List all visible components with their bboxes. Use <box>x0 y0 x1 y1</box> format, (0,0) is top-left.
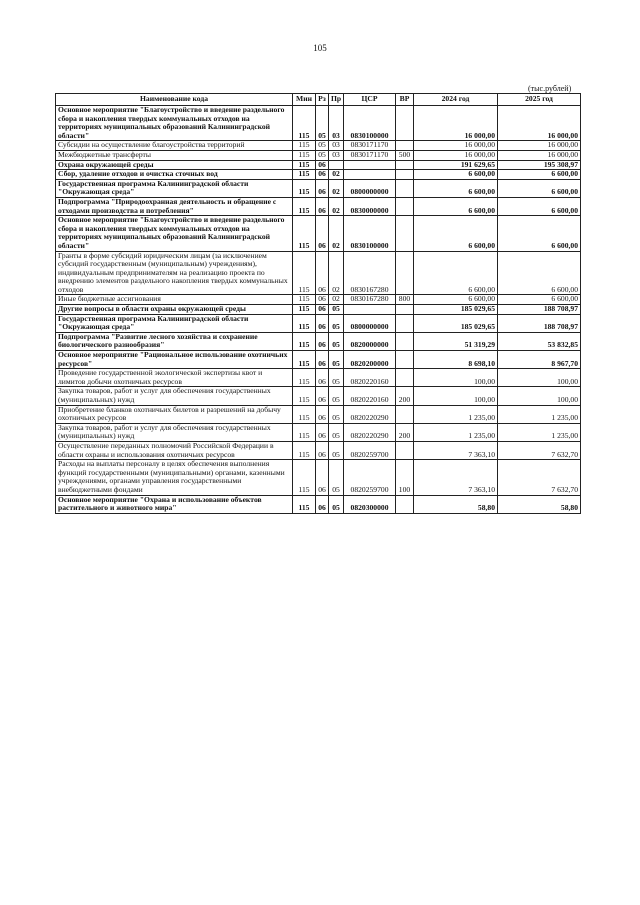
cell-name: Государственная программа Калининградской области "Окружающая среда" <box>56 179 293 197</box>
cell-min: 115 <box>293 460 316 495</box>
cell-name: Проведение государственной экологической экспертизы квот и лимитов добычи охотничьих ресурсов <box>56 369 293 387</box>
cell-vr <box>396 160 414 170</box>
cell-name: Гранты в форме субсидий юридическим лицам (за исключением субсидий государственным (муниципальным) учреждениям), индивидуальным предпринимателям на реализацию проекта по внедрению элементов раздельного накопления твердых коммунальных отходов <box>56 251 293 295</box>
cell-rz: 06 <box>316 369 329 387</box>
cell-min: 115 <box>293 305 316 315</box>
header-csr: ЦСР <box>344 94 396 106</box>
cell-y2025: 195 308,97 <box>498 160 581 170</box>
cell-min: 115 <box>293 295 316 305</box>
cell-pr <box>329 160 344 170</box>
cell-min: 115 <box>293 216 316 251</box>
cell-csr <box>344 170 396 180</box>
cell-vr <box>396 179 414 197</box>
cell-y2024: 6 600,00 <box>414 216 498 251</box>
cell-pr: 05 <box>329 423 344 441</box>
cell-rz: 06 <box>316 351 329 369</box>
cell-pr: 02 <box>329 170 344 180</box>
cell-name: Субсидии на осуществление благоустройства территорий <box>56 141 293 151</box>
cell-y2024: 16 000,00 <box>414 106 498 141</box>
cell-min: 115 <box>293 106 316 141</box>
cell-y2025: 53 832,85 <box>498 332 581 350</box>
cell-name: Подпрограмма "Развитие лесного хозяйства и сохранение биологического разнообразия" <box>56 332 293 350</box>
cell-csr: 0820259700 <box>344 441 396 459</box>
units-label: (тыс.рублей) <box>528 84 572 93</box>
cell-pr: 05 <box>329 305 344 315</box>
cell-name: Основное мероприятие "Благоустройство и введение раздельного сбора и накопления твердых коммунальных отходов на территориях муниципальных образований Калининградской области" <box>56 216 293 251</box>
page-number: 105 <box>313 43 327 53</box>
cell-min: 115 <box>293 495 316 513</box>
cell-rz: 06 <box>316 495 329 513</box>
cell-pr: 03 <box>329 141 344 151</box>
cell-min: 115 <box>293 314 316 332</box>
cell-name: Межбюджетные трансферты <box>56 150 293 160</box>
cell-pr: 02 <box>329 295 344 305</box>
table-row <box>56 216 581 251</box>
cell-y2024: 16 000,00 <box>414 150 498 160</box>
table-row <box>56 197 581 215</box>
cell-csr: 0830167280 <box>344 251 396 295</box>
cell-y2024: 6 600,00 <box>414 170 498 180</box>
table-row <box>56 170 581 180</box>
cell-y2024: 100,00 <box>414 387 498 405</box>
cell-rz: 06 <box>316 170 329 180</box>
cell-y2025: 6 600,00 <box>498 170 581 180</box>
cell-pr: 02 <box>329 251 344 295</box>
cell-y2024: 6 600,00 <box>414 197 498 215</box>
cell-pr: 02 <box>329 197 344 215</box>
cell-y2024: 6 600,00 <box>414 295 498 305</box>
cell-pr: 03 <box>329 150 344 160</box>
cell-pr: 05 <box>329 441 344 459</box>
header-pr: Пр <box>329 94 344 106</box>
cell-min: 115 <box>293 170 316 180</box>
cell-vr <box>396 141 414 151</box>
cell-rz: 06 <box>316 441 329 459</box>
cell-y2025: 1 235,00 <box>498 405 581 423</box>
table-row <box>56 141 581 151</box>
table-body <box>56 106 581 514</box>
cell-rz: 06 <box>316 460 329 495</box>
cell-min: 115 <box>293 387 316 405</box>
cell-rz: 06 <box>316 423 329 441</box>
cell-y2025: 188 708,97 <box>498 314 581 332</box>
cell-vr <box>396 495 414 513</box>
cell-y2025: 6 600,00 <box>498 197 581 215</box>
cell-pr: 05 <box>329 460 344 495</box>
cell-min: 115 <box>293 141 316 151</box>
cell-pr: 05 <box>329 495 344 513</box>
header-name: Наименование кода <box>56 94 293 106</box>
cell-y2025: 6 600,00 <box>498 251 581 295</box>
cell-name: Основное мероприятие "Охрана и использование объектов растительного и животного мира" <box>56 495 293 513</box>
cell-name: Сбор, удаление отходов и очистка сточных вод <box>56 170 293 180</box>
cell-rz: 06 <box>316 314 329 332</box>
cell-min: 115 <box>293 179 316 197</box>
cell-y2025: 16 000,00 <box>498 106 581 141</box>
cell-vr <box>396 170 414 180</box>
cell-rz: 06 <box>316 405 329 423</box>
cell-csr: 0830167280 <box>344 295 396 305</box>
cell-pr: 05 <box>329 351 344 369</box>
table-row <box>56 405 581 423</box>
cell-rz: 06 <box>316 251 329 295</box>
cell-y2025: 58,80 <box>498 495 581 513</box>
cell-rz: 06 <box>316 179 329 197</box>
cell-csr: 0820220160 <box>344 387 396 405</box>
cell-pr: 03 <box>329 106 344 141</box>
cell-y2024: 7 363,10 <box>414 460 498 495</box>
table-row <box>56 314 581 332</box>
cell-csr <box>344 160 396 170</box>
table-row <box>56 387 581 405</box>
cell-csr: 0820220290 <box>344 405 396 423</box>
cell-csr: 0830100000 <box>344 106 396 141</box>
cell-pr: 05 <box>329 369 344 387</box>
header-min: Мин <box>293 94 316 106</box>
cell-y2025: 16 000,00 <box>498 150 581 160</box>
table-row <box>56 460 581 495</box>
cell-csr: 0820200000 <box>344 351 396 369</box>
cell-y2025: 7 632,70 <box>498 460 581 495</box>
cell-name: Иные бюджетные ассигнования <box>56 295 293 305</box>
cell-y2025: 6 600,00 <box>498 179 581 197</box>
cell-y2025: 16 000,00 <box>498 141 581 151</box>
table-row <box>56 150 581 160</box>
cell-y2025: 188 708,97 <box>498 305 581 315</box>
table-row <box>56 160 581 170</box>
cell-y2024: 7 363,10 <box>414 441 498 459</box>
cell-vr <box>396 351 414 369</box>
cell-csr: 0820220160 <box>344 369 396 387</box>
cell-y2024: 185 029,65 <box>414 305 498 315</box>
cell-y2025: 7 632,70 <box>498 441 581 459</box>
cell-rz: 05 <box>316 141 329 151</box>
table-row <box>56 251 581 295</box>
cell-pr: 05 <box>329 387 344 405</box>
cell-vr <box>396 441 414 459</box>
cell-name: Основное мероприятие "Рациональное использование охотничьих ресурсов" <box>56 351 293 369</box>
cell-y2025: 6 600,00 <box>498 295 581 305</box>
cell-pr: 05 <box>329 332 344 350</box>
table-row <box>56 441 581 459</box>
cell-name: Осуществление переданных полномочий Российской Федерации в области охраны и использования охотничьих ресурсов <box>56 441 293 459</box>
header-rz: Рз <box>316 94 329 106</box>
cell-vr: 500 <box>396 150 414 160</box>
cell-vr <box>396 305 414 315</box>
cell-y2024: 16 000,00 <box>414 141 498 151</box>
cell-y2025: 100,00 <box>498 387 581 405</box>
cell-y2025: 100,00 <box>498 369 581 387</box>
budget-table <box>55 93 581 514</box>
cell-name: Подпрограмма "Природоохранная деятельность и обращение с отходами производства и потребления" <box>56 197 293 215</box>
cell-csr <box>344 305 396 315</box>
cell-vr <box>396 369 414 387</box>
cell-y2024: 8 698,10 <box>414 351 498 369</box>
cell-csr: 0830000000 <box>344 197 396 215</box>
cell-vr <box>396 216 414 251</box>
cell-name: Закупка товаров, работ и услуг для обеспечения государственных (муниципальных) нужд <box>56 423 293 441</box>
cell-pr: 02 <box>329 216 344 251</box>
cell-csr: 0800000000 <box>344 179 396 197</box>
cell-rz: 06 <box>316 197 329 215</box>
cell-rz: 05 <box>316 150 329 160</box>
table-row <box>56 351 581 369</box>
cell-y2024: 6 600,00 <box>414 251 498 295</box>
cell-rz: 06 <box>316 295 329 305</box>
table-row <box>56 305 581 315</box>
cell-y2024: 100,00 <box>414 369 498 387</box>
cell-csr: 0820259700 <box>344 460 396 495</box>
cell-csr: 0820000000 <box>344 332 396 350</box>
cell-min: 115 <box>293 150 316 160</box>
cell-name: Приобретение бланков охотничьих билетов и разрешений на добычу охотничьих ресурсов <box>56 405 293 423</box>
header-2025: 2025 год <box>498 94 581 106</box>
cell-csr: 0820300000 <box>344 495 396 513</box>
cell-rz: 05 <box>316 106 329 141</box>
cell-name: Охрана окружающей среды <box>56 160 293 170</box>
cell-pr: 02 <box>329 179 344 197</box>
cell-y2025: 1 235,00 <box>498 423 581 441</box>
cell-min: 115 <box>293 160 316 170</box>
cell-name: Основное мероприятие "Благоустройство и введение раздельного сбора и накопления твердых коммунальных отходов на территориях муниципальных образований Калининградской области" <box>56 106 293 141</box>
cell-min: 115 <box>293 197 316 215</box>
cell-min: 115 <box>293 332 316 350</box>
header-2024: 2024 год <box>414 94 498 106</box>
cell-y2024: 51 319,29 <box>414 332 498 350</box>
cell-rz: 06 <box>316 387 329 405</box>
cell-y2024: 185 029,65 <box>414 314 498 332</box>
cell-y2024: 6 600,00 <box>414 179 498 197</box>
cell-vr <box>396 197 414 215</box>
cell-vr <box>396 251 414 295</box>
cell-csr: 0800000000 <box>344 314 396 332</box>
cell-rz: 06 <box>316 305 329 315</box>
table-row <box>56 295 581 305</box>
table-header-row <box>56 94 581 106</box>
cell-name: Закупка товаров, работ и услуг для обеспечения государственных (муниципальных) нужд <box>56 387 293 405</box>
table-row <box>56 106 581 141</box>
cell-y2024: 58,80 <box>414 495 498 513</box>
cell-vr <box>396 405 414 423</box>
cell-vr: 100 <box>396 460 414 495</box>
cell-csr: 0820220290 <box>344 423 396 441</box>
table-row <box>56 179 581 197</box>
cell-pr: 05 <box>329 405 344 423</box>
cell-y2025: 6 600,00 <box>498 216 581 251</box>
cell-y2024: 1 235,00 <box>414 405 498 423</box>
cell-min: 115 <box>293 251 316 295</box>
cell-min: 115 <box>293 405 316 423</box>
cell-rz: 06 <box>316 332 329 350</box>
cell-min: 115 <box>293 441 316 459</box>
cell-min: 115 <box>293 423 316 441</box>
cell-y2024: 1 235,00 <box>414 423 498 441</box>
cell-vr <box>396 106 414 141</box>
table-row <box>56 495 581 513</box>
cell-vr: 200 <box>396 387 414 405</box>
cell-csr: 0830171170 <box>344 141 396 151</box>
cell-name: Расходы на выплаты персоналу в целях обеспечения выполнения функций государственными (муниципальными) органами, казенными учреждениями, органами управления государственными внебюджетными фондами <box>56 460 293 495</box>
cell-rz: 06 <box>316 160 329 170</box>
cell-vr: 800 <box>396 295 414 305</box>
cell-csr: 0830171170 <box>344 150 396 160</box>
cell-name: Другие вопросы в области охраны окружающей среды <box>56 305 293 315</box>
cell-name: Государственная программа Калининградской области "Окружающая среда" <box>56 314 293 332</box>
cell-min: 115 <box>293 369 316 387</box>
table-row <box>56 332 581 350</box>
cell-rz: 06 <box>316 216 329 251</box>
cell-vr <box>396 332 414 350</box>
table-row <box>56 369 581 387</box>
cell-min: 115 <box>293 351 316 369</box>
cell-vr <box>396 314 414 332</box>
cell-pr: 05 <box>329 314 344 332</box>
cell-csr: 0830100000 <box>344 216 396 251</box>
cell-y2024: 191 629,65 <box>414 160 498 170</box>
header-vr: ВР <box>396 94 414 106</box>
table-row <box>56 423 581 441</box>
cell-y2025: 8 967,70 <box>498 351 581 369</box>
cell-vr: 200 <box>396 423 414 441</box>
